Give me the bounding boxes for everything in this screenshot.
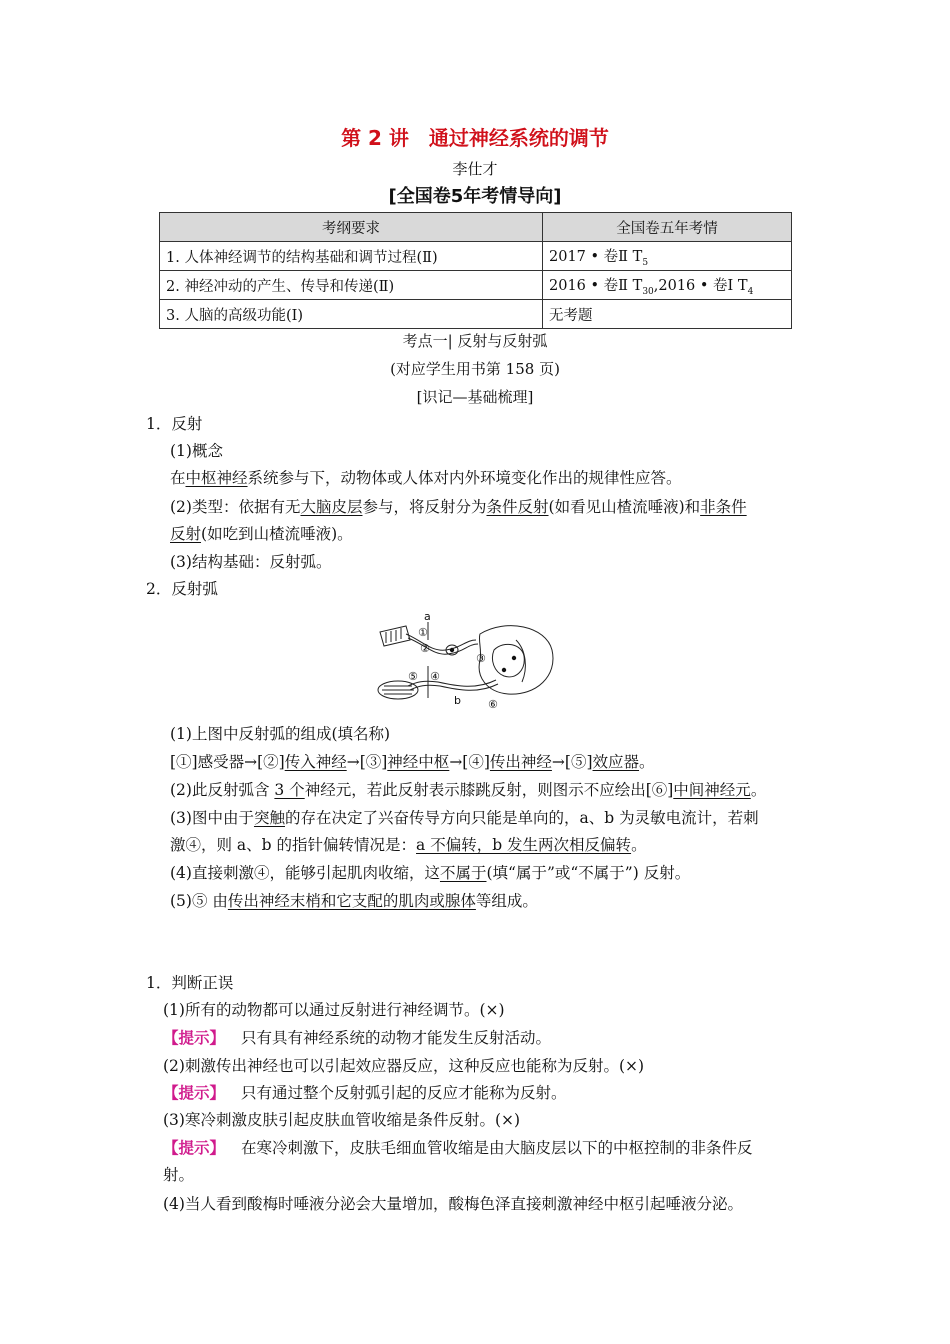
table-header-cell: 考纲要求 [160,213,543,242]
paragraph: (1)概念 [170,442,223,460]
hint-label: 【提示】 [163,1029,226,1047]
neuron-body [512,656,516,660]
answer-underline: 传出神经末梢和它支配的肌肉或腺体 [227,892,476,910]
lesson-title: 第 2 讲 通过神经系统的调节 [341,126,609,150]
neuron-body [450,648,454,652]
label-1: ① [418,626,428,639]
table-header-row [160,213,792,242]
neuron-body [502,668,506,672]
table-row [160,300,792,329]
label-2: ② [420,642,430,655]
paragraph: (2)类型：依据有无大脑皮层参与，将反射分为条件反射(如看见山楂流唾液)和非条件 [170,498,747,516]
label-5: ⑤ [408,670,418,683]
paragraph: [①]感受器→[②]传入神经→[③]神经中枢→[④]传出神经→[⑤]效应器。 [170,753,655,771]
topic-subheading: [识记—基础梳理] [416,388,534,406]
label-4: ④ [430,670,440,683]
judge-item: (3)寒冷刺激皮肤引起皮肤血管收缩是条件反射。(×) [163,1111,521,1129]
answer-underline: 非条件 [700,498,747,516]
table-row [160,242,792,271]
paragraph: 激④，则 a、b 的指针偏转情况是：a 不偏转，b 发生两次相反偏转。 [170,836,647,854]
answer-underline: 突触 [253,809,285,827]
exam-subscript: 4 [747,286,754,297]
topic-title: 考点一| 反射与反射弧 [402,332,548,350]
exam-text: 2016 • 卷Ⅱ T [549,277,643,294]
paragraph: (3)结构基础：反射弧。 [170,553,332,571]
exam-table [159,212,792,329]
judge-item: (4)当人看到酸梅时唾液分泌会大量增加，酸梅色泽直接刺激神经中枢引起唾液分泌。 [163,1195,743,1213]
answer-underline: a 不偏转，b 发生两次相反偏转 [416,836,632,854]
answer-underline: 传入神经 [284,753,347,771]
table-row [160,271,792,300]
answer-underline: 不属于 [439,864,487,882]
section-2-heading: 2．反射弧 [146,580,218,598]
exam-subscript: 30 [642,286,654,297]
table-cell: 1. 人体神经调节的结构基础和调节过程(Ⅱ) [160,242,543,271]
answer-underline: 3 个 [274,781,305,799]
section-1-heading: 1．反射 [146,415,203,433]
hint-label: 【提示】 [163,1139,226,1157]
answer-underline: 效应器 [592,753,640,771]
judge-item: (2)刺激传出神经也可以引起效应器反应，这种反应也能称为反射。(×) [163,1057,645,1075]
answer-underline: 神经中枢 [387,753,450,771]
hint-line-continued: 射。 [163,1166,195,1184]
label-3: ③ [476,652,486,665]
judge-item: (1)所有的动物都可以通过反射进行神经调节。(×) [163,1001,505,1019]
reflex-arc-diagram [376,610,576,712]
exam-text: ,2016 • 卷Ⅰ T [653,277,748,294]
paragraph: 在中枢神经系统参与下，动物体或人体对内外环境变化作出的规律性应答。 [170,469,682,487]
hint-line: 【提示】 只有具有神经系统的动物才能发生反射活动。 [163,1029,552,1047]
hint-line: 【提示】 在寒冷刺激下，皮肤毛细血管收缩是由大脑皮层以下的中枢控制的非条件反 [163,1139,753,1157]
exam-text: 2017 • 卷Ⅱ T [549,248,643,265]
topic-reference: (对应学生用书第 158 页) [390,360,560,378]
table-cell: 无考题 [543,300,792,329]
answer-underline: 反射 [170,525,202,543]
table-cell [543,242,792,271]
paragraph: (3)图中由于突触的存在决定了兴奋传导方向只能是单向的，a、b 为灵敏电流计，若刺 [170,809,759,827]
hint-line: 【提示】 只有通过整个反射弧引起的反应才能称为反射。 [163,1084,567,1102]
paragraph: (4)直接刺激④，能够引起肌肉收缩，这不属于(填“属于”或“不属于”) 反射。 [170,864,691,882]
author-name: 李仕才 [452,160,498,178]
label-b: b [454,694,461,707]
section-heading: [全国卷5年考情导向] [388,186,562,207]
paragraph: (1)上图中反射弧的组成(填名称) [170,725,391,743]
answer-underline: 传出神经 [489,753,552,771]
table-header-cell: 全国卷五年考情 [543,213,792,242]
hint-label: 【提示】 [163,1084,226,1102]
judge-heading: 1．判断正误 [146,974,234,992]
answer-underline: 中间神经元 [673,781,751,799]
paragraph: (2)此反射弧含 3 个神经元，若此反射表示膝跳反射，则图示不应绘出[⑥]中间神经元。 [170,781,767,799]
paragraph: (5)⑤ 由传出神经末梢和它支配的肌肉或腺体等组成。 [170,892,538,910]
label-a: a [424,610,431,623]
paragraph: 反射(如吃到山楂流唾液)。 [170,525,353,543]
exam-subscript: 5 [642,257,649,268]
table-cell: 2. 神经冲动的产生、传导和传递(Ⅱ) [160,271,543,300]
answer-underline: 大脑皮层 [300,498,363,516]
answer-underline: 条件反射 [486,498,549,516]
answer-underline: 中枢神经 [185,469,248,487]
label-6: ⑥ [488,698,498,711]
table-cell: 3. 人脑的高级功能(Ⅰ) [160,300,543,329]
table-cell [543,271,792,300]
